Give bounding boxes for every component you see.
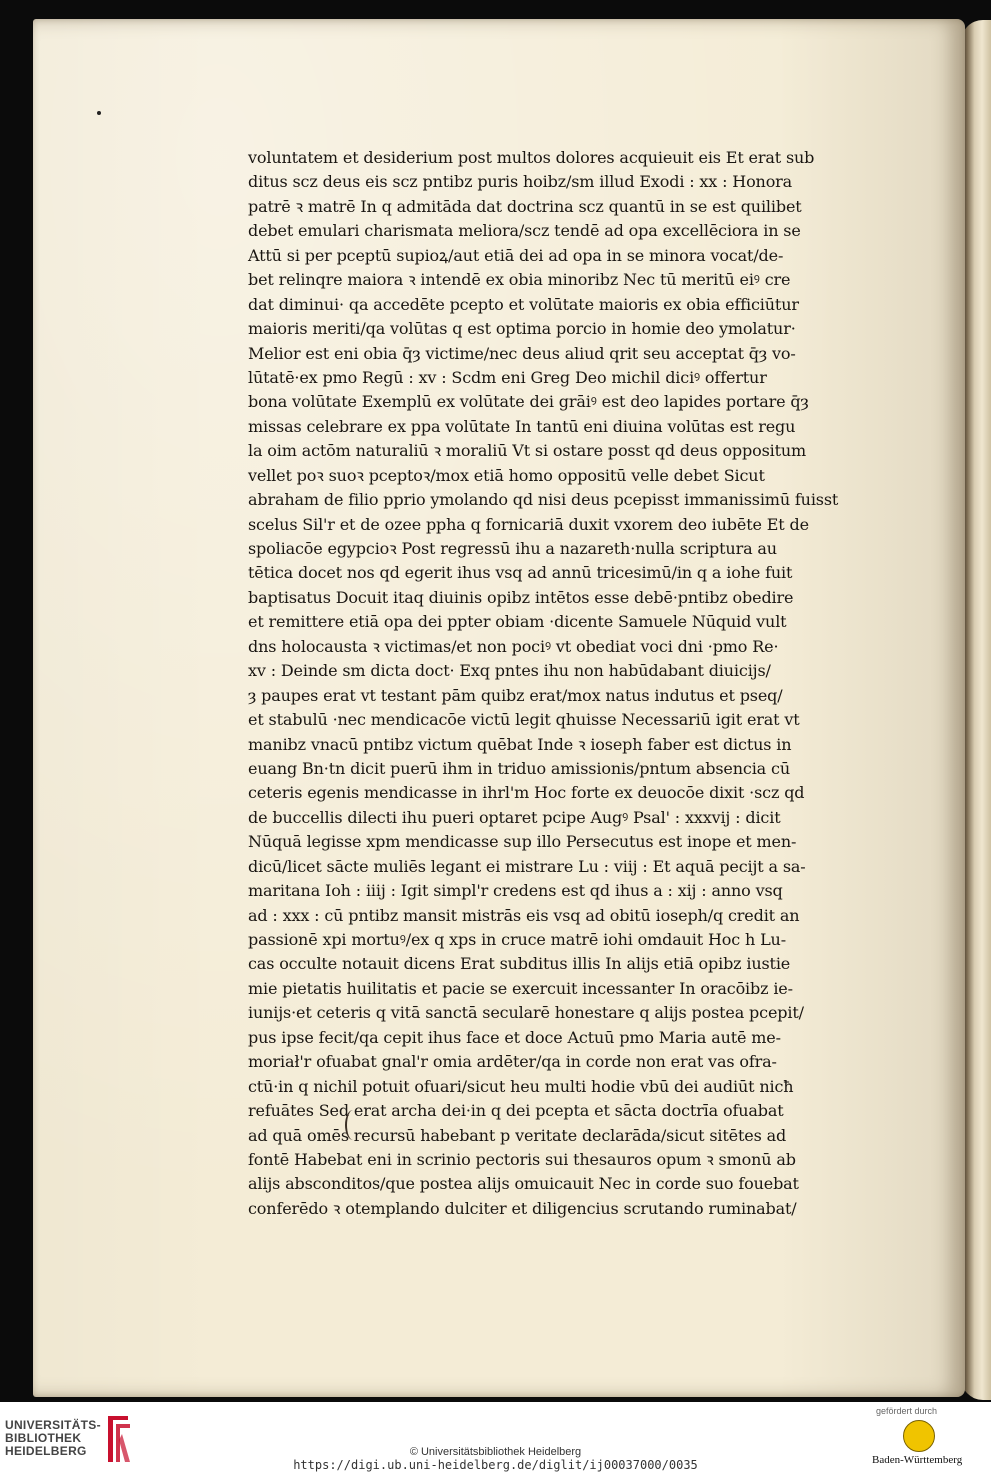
text-line: moriał'r ofuabat gnal'r omia ardēter/qa in corde non erat vas ofra- <box>248 1052 777 1072</box>
text-line: baptisatus Docuit itaq diuinis opibz intētos esse debē·pntibz obedire <box>248 587 794 607</box>
text-line: et remittere etiā opa dei ppter obiam ·dicente Samuele Nūquid vult <box>248 612 787 632</box>
text-line: fontē Habebat eni in scrinio pectoris sui thesauros opum ꝛ smonū ab <box>248 1149 796 1169</box>
text-line: la oim actōm naturaliū ꝛ moraliū Vt si ostare posst qd deus oppositum <box>248 441 807 461</box>
text-line: refuātes Sed erat archa dei·in q dei pcepta et sācta doctrīa ofuabat <box>248 1101 784 1121</box>
text-line: scelus Sil'r et de ozee ppha q fornicariā duxit vxorem deo iubēte Et de <box>248 514 809 534</box>
text-line: ditus scz deus eis scz pntibz puris hoibz/sm illud Exodi : xx : Honora <box>248 172 793 192</box>
library-name-line2: BIBLIOTHEK <box>5 1431 82 1445</box>
coat-of-arms-icon[interactable] <box>903 1420 935 1452</box>
text-line: Melior est eni obia q̄ȝ victime/nec deus aliud qrit seu acceptat q̄ȝ vo- <box>248 343 796 363</box>
text-line: euang Bn·tn dicit puerū ihm in triduo amissionis/pntum absencia cū <box>248 758 790 778</box>
text-line: tētica docet nos qd egerit ihus vsq ad annū tricesimū/in q a iohe fuit <box>248 563 793 583</box>
text-line: iunijs·et ceteris q vitā sanctā secularē honestare q alijs postea pcepit/ <box>248 1003 804 1023</box>
text-line: de buccellis dilecti ihu pueri optaret pcipe Augꝰ Psal' : xxxvij : dicit <box>248 807 781 827</box>
library-name-line3: HEIDELBERG <box>5 1444 87 1458</box>
text-line: dns holocausta ꝛ victimas/et non pociꝰ vt obediat voci dni ·pmo Re· <box>248 636 779 656</box>
ink-dot <box>97 111 101 115</box>
text-line: ceteris egenis mendicasse in ihrl'm Hoc forte ex deuocōe dixit ·scz qd <box>248 783 805 803</box>
sponsor-name[interactable]: Baden-Württemberg <box>872 1454 963 1466</box>
text-line: Attū si per pceptū supioꝝ/aut etiā dei ad opa in se minora vocat/de- <box>248 245 784 265</box>
text-line: alijs absconditos/que postea alijs omuicauit Nec in corde suo fouebat <box>248 1174 799 1194</box>
text-line: ad quā omēs recursū habebant p veritate declarāda/sicut sitētes ad <box>248 1125 787 1145</box>
text-line: Nūquā legisse xpm mendicasse sup illo Persecutus est inope et men- <box>248 832 797 852</box>
text-line: bona volūtate Exemplū ex volūtate dei grāiꝰ est deo lapides portare q̄ȝ <box>248 392 809 412</box>
text-line: cas occulte notauit dicens Erat subditus illis In alijs etiā opibz iustie <box>248 954 791 974</box>
text-line: passionē xpi mortuꝰ/ex q xps in cruce matrē iohi omdauit Hoc h Lu- <box>248 930 786 949</box>
text-line: maioris meriti/qa volūtas q est optima porcio in homie deo ymolatur· <box>248 319 796 339</box>
text-line: maritana Ioh : iiij : Igit simpl'r credens est qd ihus a : xij : anno vsq <box>248 881 783 901</box>
text-line: bet relinqre maiora ꝛ intendē ex obia minoribz Nec tū meritū eiꝰ cre <box>248 270 791 290</box>
text-line: vellet poꝛ suoꝛ pceptoꝛ/mox etiā homo oppositū velle debet Sicut <box>248 465 765 485</box>
text-line: dat diminui· qa accedēte pcepto et volūtate maioris ex obia efficiūtur <box>248 294 799 314</box>
text-line: mie pietatis huilitatis et pacie se exercuit incessanter In oracōibz ie- <box>248 978 793 998</box>
text-line: spoliacōe egypcioꝛ Post regressū ihu a nazareth·nulla scriptura au <box>248 539 777 558</box>
text-line: et stabulū ·nec mendicacōe victū legit qhuisse Necessariū igit erat vt <box>248 710 800 730</box>
book-binding-edge <box>961 20 991 1400</box>
text-line: xv : Deinde sm dicta doct· Exq pntes ihu non habūdabant diuicijs/ <box>248 661 771 681</box>
text-line: ad : xxx : cū pntibz mansit mistrās eis vsq ad obitū ioseph/q credit an <box>248 905 800 925</box>
text-line: abraham de filio pprio ymolando qd nisi deus pcepisst immanissimū fuisst <box>248 490 839 510</box>
manuscript-text <box>248 146 878 1221</box>
text-line: lūtatē·ex pmo Regū : xv : Scdm eni Greg Deo michil diciꝰ offertur <box>248 367 767 387</box>
text-line: voluntatem et desiderium post multos dolores acquieuit eis Et erat sub <box>248 148 815 167</box>
copyright-notice: © Universitätsbibliothek Heidelberg <box>409 1446 582 1458</box>
text-line: debet emulari charismata meliora/scz tendē ad opa excellēciora in se <box>248 221 801 241</box>
marginal-bracket <box>345 1110 361 1140</box>
text-line: conferēdo ꝛ otemplando dulciter et diligencius scrutando ruminabat/ <box>248 1198 797 1218</box>
text-line: manibz vnacū pntibz victum quēbat Inde ꝛ ioseph faber est dictus in <box>248 734 792 754</box>
library-name-line1: UNIVERSITÄTS- <box>5 1418 101 1432</box>
text-line: patrē ꝛ matrē In q admitāda dat doctrina scz quantū in se est quilibet <box>248 196 802 216</box>
sponsor-label: gefördert durch <box>876 1406 938 1416</box>
text-line: missas celebrare ex ppa volūtate In tantū eni diuina volūtas est regu <box>248 416 796 436</box>
permalink-url[interactable]: https://digi.ub.uni-heidelberg.de/diglit/ij00037000/0035 <box>293 1458 698 1472</box>
text-line: ctū·in q nichil potuit ofuari/sicut heu multi hodie vbū dei audiūt nicħ <box>248 1076 794 1096</box>
text-line: dicū/licet sācte muliēs legant ei mistrare Lu : viij : Et aquā pecijt a sa- <box>248 856 806 876</box>
text-line: ȝ paupes erat vt testant pām quibz erat/mox natus indutus et pseq/ <box>248 685 783 705</box>
text-line: pus ipse fecit/qa cepit ihus face et doce Actuū pmo Maria autē me- <box>248 1027 781 1047</box>
